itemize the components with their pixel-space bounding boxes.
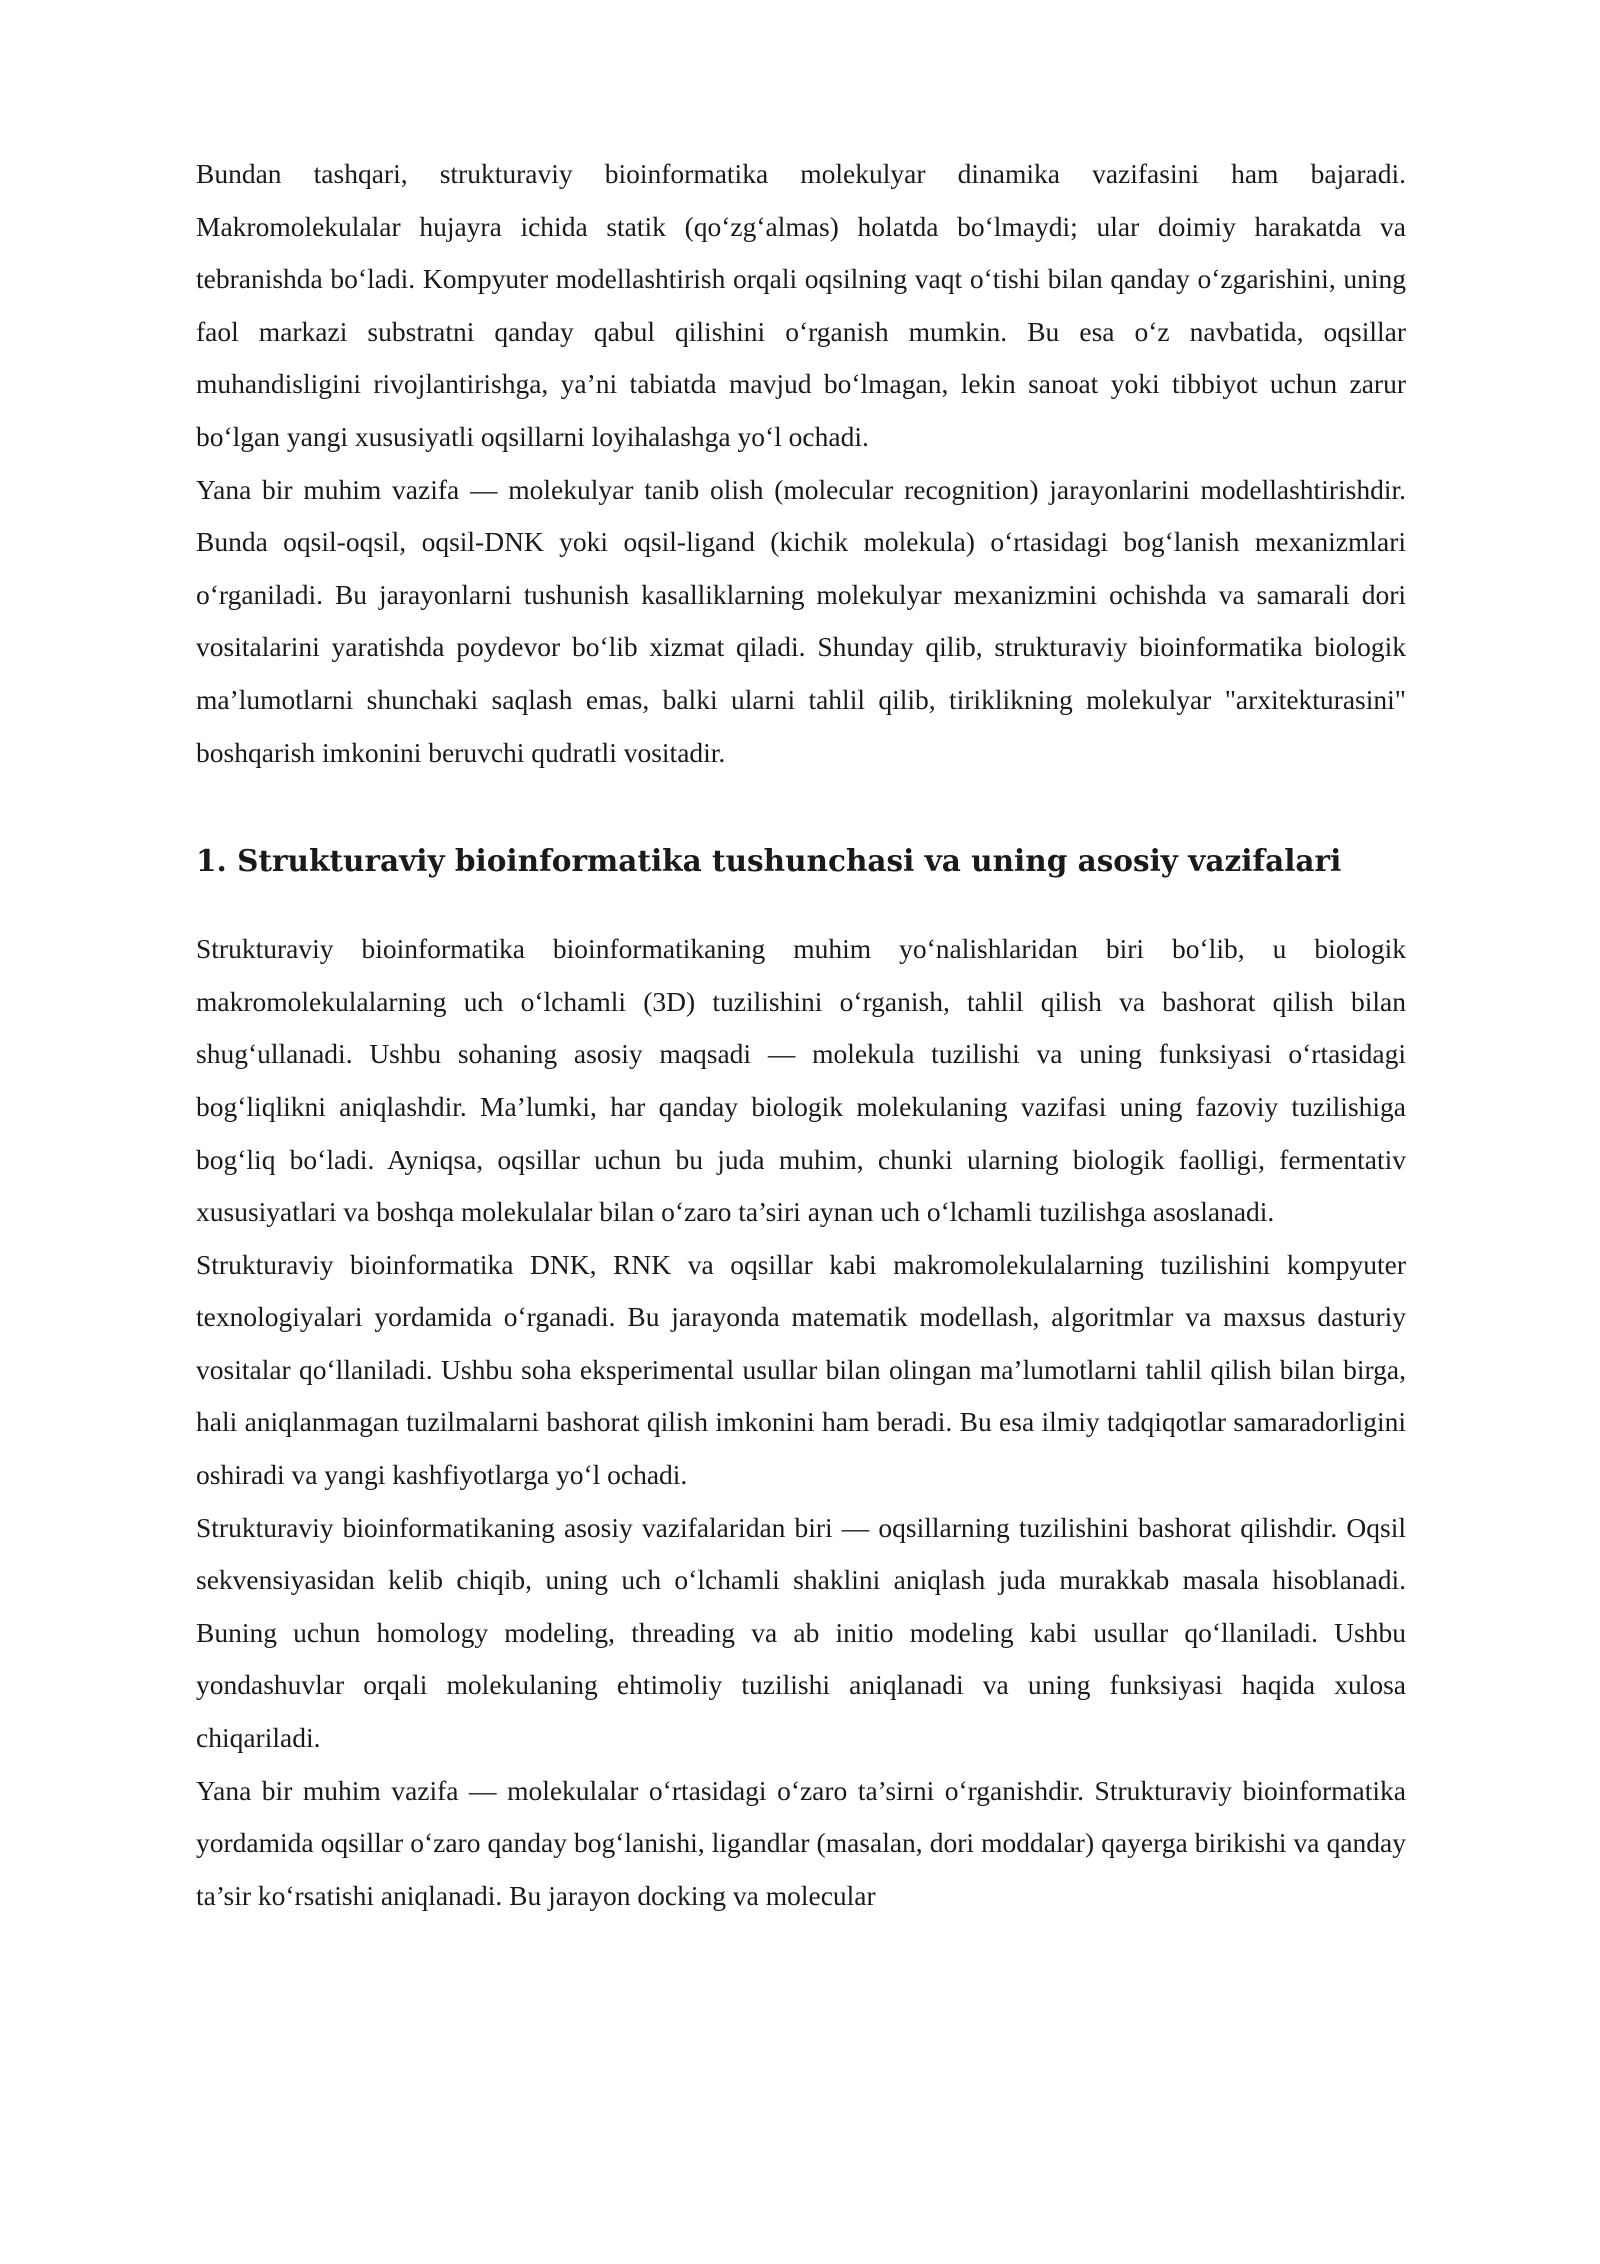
body-paragraph: Strukturaviy bioinformatika bioinformatikaning muhim yo‘nalishlaridan biri bo‘lib, u biologik makromolekulalarning uch o‘lchamli (3D) tuzilishini o‘rganish, tahlil qilish va bashorat qilish bilan shug‘ullanadi. Ushbu sohaning asosiy maqsadi — molekula tuzilishi va uning funksiyasi o‘rtasidagi bog‘liqlikni aniqlashdir. Ma’lumki, har qanday biologik molekulaning vazifasi uning fazoviy tuzilishiga bog‘liq bo‘ladi. Ayniqsa, oqsillar uchun bu juda muhim, chunki ularning biologik faolligi, fermentativ xususiyatlari va boshqa molekulalar bilan o‘zaro ta’siri aynan uch o‘lchamli tuzilishga asoslanadi. — [196, 933, 1406, 1228]
body-paragraph: Strukturaviy bioinformatikaning asosiy vazifalaridan biri — oqsillarning tuzilishini bashorat qilishdir. Oqsil sekvensiyasidan kelib chiqib, uning uch o‘lchamli shaklini aniqlash juda murakkab masala hisoblanadi. Buning uchun homology modeling, threading va ab initio modeling kabi usullar qo‘llaniladi. Ushbu yondashuvlar orqali molekulaning ehtimoliy tuzilishi aniqlanadi va uning funksiyasi haqida xulosa chiqariladi. — [196, 1511, 1406, 1754]
body-paragraph: Yana bir muhim vazifa — molekulalar o‘rtasidagi o‘zaro ta’sirni o‘rganishdir. Strukturaviy bioinformatika yordamida oqsillar o‘zaro qanday bog‘lanishi, ligandlar (masalan, dori moddalar) qayerga birikishi va qanday ta’sir ko‘rsatishi aniqlanadi. Bu jarayon docking va molecular — [196, 1774, 1406, 1911]
body-paragraph: Yana bir muhim vazifa — molekulyar tanib olish (molecular recognition) jarayonlarini modellashtirishdir. Bunda oqsil-oqsil, oqsil-DNK yoki oqsil-ligand (kichik molekula) o‘rtasidagi bog‘lanish mexanizmlari o‘rganiladi. Bu jarayonlarni tushunish kasalliklarning molekulyar mexanizmini ochishda va samarali dori vositalarini yaratishda poydevor bo‘lib xizmat qiladi. Shunday qilib, strukturaviy bioinformatika biologik ma’lumotlarni shunchaki saqlash emas, balki ularni tahlil qilib, tiriklikning molekulyar "arxitekturasini" boshqarish imkonini beruvchi qudratli vositadir. — [196, 473, 1406, 768]
section-heading: 1. Strukturaviy bioinformatika tushunchasi va uning asosiy vazifalari — [196, 843, 1342, 879]
body-paragraph: Strukturaviy bioinformatika DNK, RNK va oqsillar kabi makromolekulalarning tuzilishini kompyuter texnologiyalari yordamida o‘rganadi. Bu jarayonda matematik modellash, algoritmlar va maxsus dasturiy vositalar qo‘llaniladi. Ushbu soha eksperimental usullar bilan olingan ma’lumotlarni tahlil qilish bilan birga, hali aniqlanmagan tuzilmalarni bashorat qilish imkonini ham beradi. Bu esa ilmiy tadqiqotlar samaradorligini oshiradi va yangi kashfiyotlarga yo‘l ochadi. — [196, 1248, 1406, 1491]
page-content — [196, 148, 1406, 1922]
body-paragraph: Bundan tashqari, strukturaviy bioinformatika molekulyar dinamika vazifasini ham bajaradi. Makromolekulalar hujayra ichida statik (qo‘zg‘almas) holatda bo‘lmaydi; ular doimiy harakatda va tebranishda bo‘ladi. Kompyuter modellashtirish orqali oqsilning vaqt o‘tishi bilan qanday o‘zgarishini, uning faol markazi substratni qanday qabul qilishini o‘rganish mumkin. Bu esa o‘z navbatida, oqsillar muhandisligini rivojlantirishga, ya’ni tabiatda mavjud bo‘lmagan, lekin sanoat yoki tibbiyot uchun zarur bo‘lgan yangi xususiyatli oqsillarni loyihalashga yo‘l ochadi. — [196, 158, 1406, 452]
